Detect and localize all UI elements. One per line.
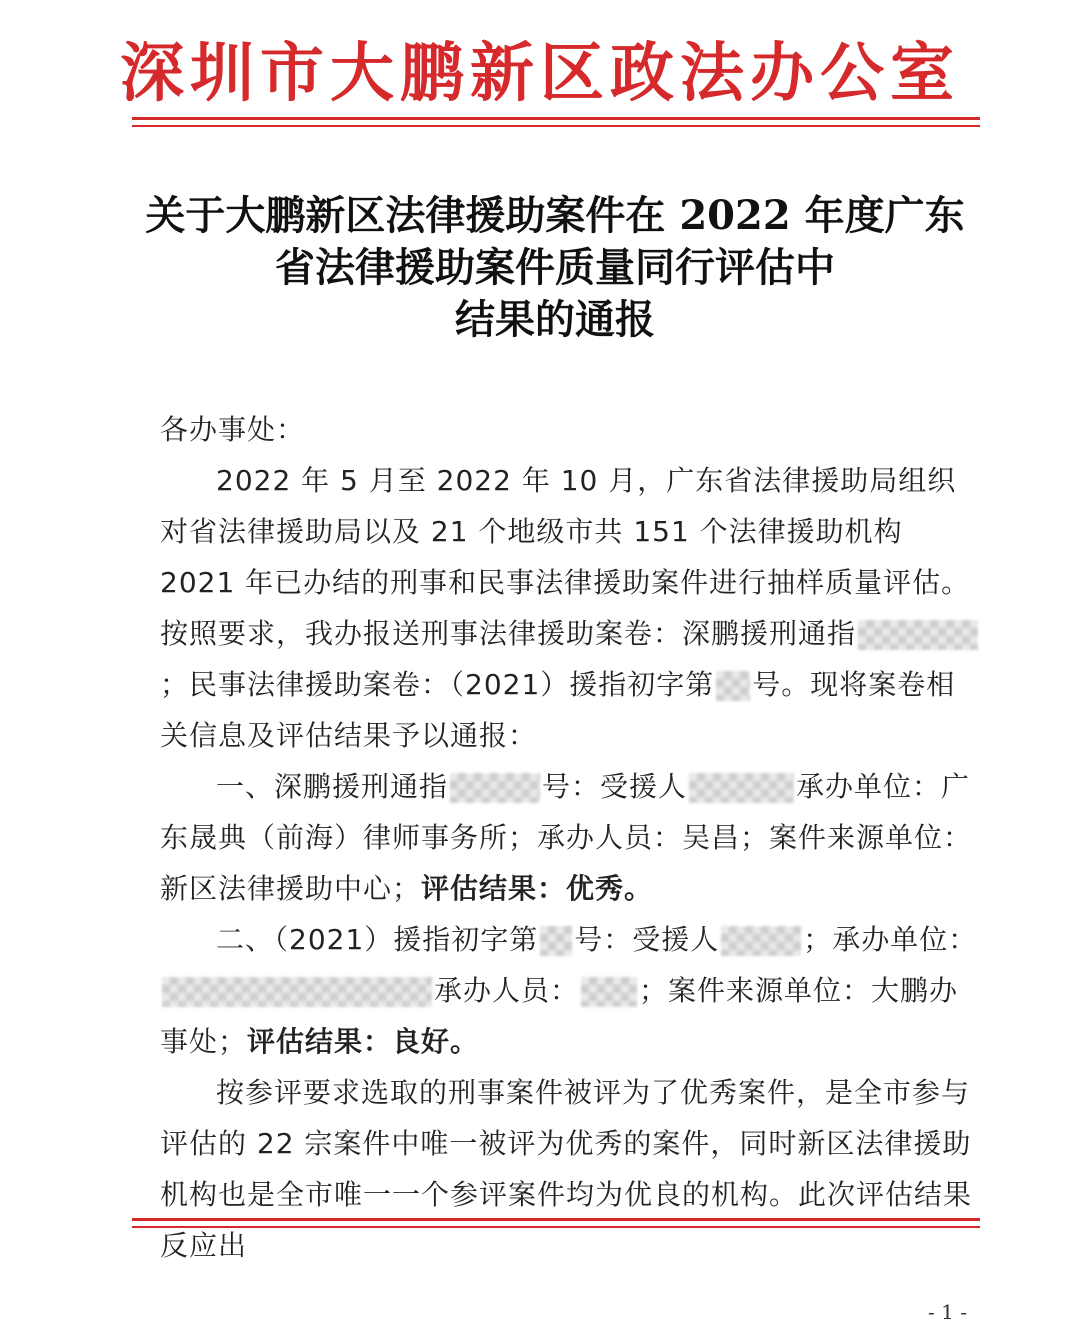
footer-red-rule xyxy=(132,1218,980,1221)
case-item-1 xyxy=(160,761,980,914)
salutation: 各办事处： xyxy=(160,413,306,446)
item1-text-a: 一、深鹏援刑通指 xyxy=(216,770,449,803)
item2-result-value: 良好。 xyxy=(392,1025,480,1058)
redacted-handling-unit xyxy=(162,977,432,1007)
redacted-case-number xyxy=(540,926,572,956)
redacted-handler-name xyxy=(581,977,637,1007)
item2-text-e: ；案件来源单位：大鹏办事处； xyxy=(160,974,959,1058)
document-title-line: 省法律援助案件质量同行评估中 xyxy=(275,244,835,291)
item1-result-value: 优秀。 xyxy=(566,872,654,905)
item1-text-c: 承办单位：广东晟典（前海）律师事务所；承办人员：吴昌；案件来源单位：新区法律援助中心； xyxy=(160,770,973,905)
redacted-case-number xyxy=(450,773,540,803)
item1-text-b: 号：受援人 xyxy=(542,770,688,803)
redacted-case-number xyxy=(716,671,750,701)
intro-text-b: ；民事法律援助案卷：（2021）援指初字第 xyxy=(160,668,715,701)
intro-paragraph xyxy=(160,455,980,761)
footer-red-rule-thin xyxy=(132,1226,980,1228)
document-title-line: 关于大鹏新区法律援助案件在 2022 年度广东 xyxy=(145,192,965,239)
document-title-line: 结果的通报 xyxy=(455,296,655,343)
item1-result-label: 评估结果： xyxy=(421,872,567,905)
item2-result-label: 评估结果： xyxy=(247,1025,393,1058)
item2-text-a: 二、（2021）援指初字第 xyxy=(216,923,539,956)
closing-paragraph: 按参评要求选取的刑事案件被评为了优秀案件，是全市参与评估的 22 宗案件中唯一被评为优秀的案件，同时新区法律援助机构也是全市唯一一个参评案件均为优良的机构。此次评估结果反应出 xyxy=(160,1076,973,1262)
header-red-rule-thin xyxy=(132,125,980,127)
issuing-organization-title: 深圳市大鹏新区政法办公室 xyxy=(120,36,960,111)
intro-text-a: 2022 年 5 月至 2022 年 10 月，广东省法律援助局组织对省法律援助局以及 21 个地级市共 151 个法律援助机构 2021 年已办结的刑事和民事法律援助案件进行抽样质量评估。按照要求，我办报送刑事法律援助案卷：深鹏援刑通指 xyxy=(160,464,971,650)
case-item-2 xyxy=(160,914,980,1067)
redacted-recipient-name xyxy=(689,773,794,803)
item2-text-c: ；承办单位： xyxy=(803,923,978,956)
document-title xyxy=(140,190,970,346)
header-red-rule xyxy=(132,117,980,120)
redacted-recipient-name xyxy=(721,926,801,956)
page-number: - 1 - xyxy=(928,1300,967,1324)
item2-text-b: 号：受援人 xyxy=(574,923,720,956)
item2-text-d: 承办人员： xyxy=(434,974,580,1007)
document-body xyxy=(160,404,980,1271)
intro-text-c: 号。现将案卷相关信息及评估结果予以通报： xyxy=(160,668,956,752)
redacted-case-number xyxy=(858,620,978,650)
